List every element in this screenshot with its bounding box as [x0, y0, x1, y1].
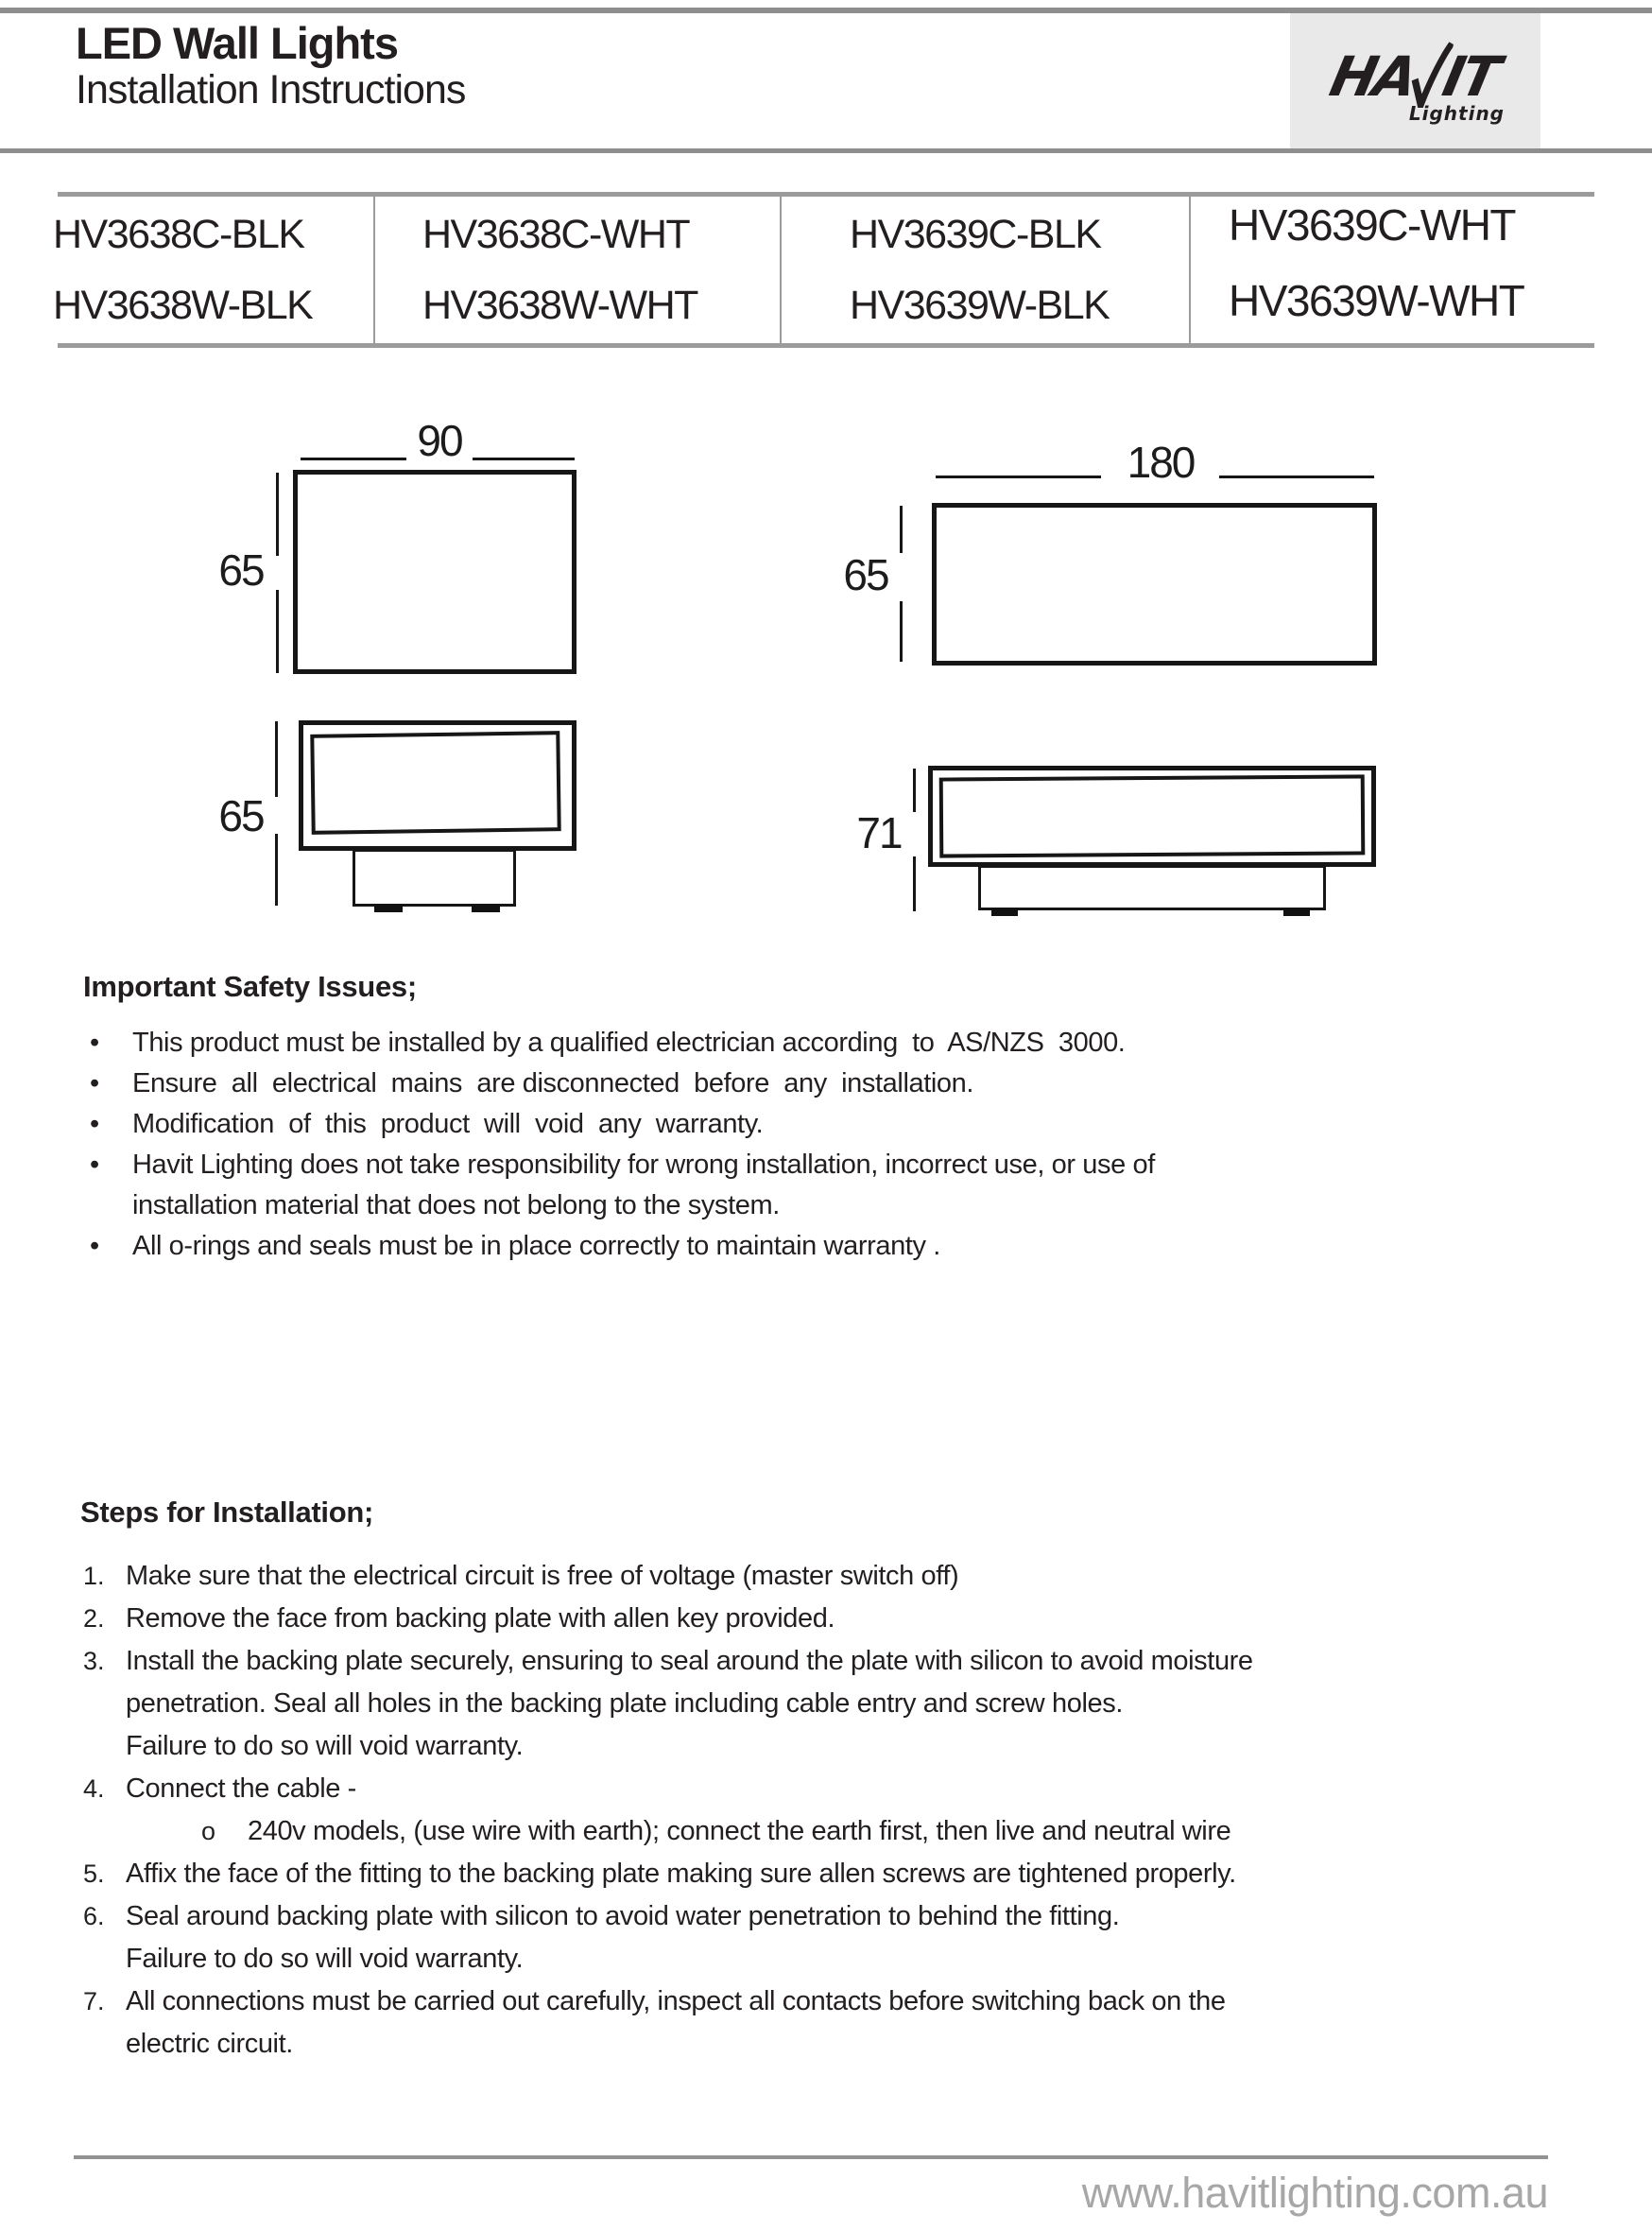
page-subtitle: Installation Instructions	[76, 67, 466, 112]
dim-line	[301, 458, 406, 460]
step-line: Make sure that the electrical circuit is free of voltage (master switch off)	[126, 1561, 959, 1591]
header-rule	[0, 148, 1652, 153]
model-cell	[375, 197, 782, 343]
fixture-outline	[293, 470, 576, 674]
bullet-text	[132, 1104, 1536, 1145]
dim-label-width: 90	[417, 416, 462, 465]
model-number: HV3638W-BLK	[53, 282, 313, 328]
step-number: 1.	[83, 1562, 105, 1590]
step-item	[83, 1853, 1576, 1895]
bullet-text	[132, 1064, 1536, 1104]
bullet-line: Ensure all electrical mains are disconnected before any installation.	[132, 1068, 974, 1098]
step-text	[126, 1555, 1576, 1598]
step-line: electric circuit.	[126, 2029, 293, 2059]
step-line: Seal around backing plate with silicon to avoid water penetration to behind the fitting.	[126, 1901, 1120, 1931]
sub-step-item	[201, 1810, 1576, 1853]
step-line: Failure to do so will void warranty.	[126, 1944, 524, 1974]
footer-rule	[74, 2155, 1548, 2159]
page-title: LED Wall Lights	[76, 18, 398, 68]
bullet-marker: •	[90, 1109, 100, 1139]
model-number: HV3638C-BLK	[53, 211, 304, 257]
dim-line	[276, 473, 279, 556]
bullet-line: This product must be installed by a qualified electrician according to AS/NZS 3000.	[132, 1028, 1126, 1058]
bullet-text	[132, 1226, 1536, 1267]
step-item	[83, 1598, 1576, 1640]
dim-label-height: 65	[218, 791, 264, 840]
dim-line	[900, 506, 903, 553]
step-line: Connect the cable -	[126, 1773, 356, 1804]
dim-line	[473, 458, 575, 460]
dim-line	[900, 601, 903, 662]
step-line: All connections must be carried out carefully, inspect all contacts before switching back on the	[126, 1986, 1226, 2016]
model-cell	[53, 197, 375, 343]
logo-tagline: Lighting	[1408, 101, 1505, 125]
step-text	[126, 1853, 1576, 1895]
dim-label-height: 65	[843, 550, 888, 599]
bullet-marker: •	[90, 1068, 100, 1098]
model-number: HV3638C-WHT	[422, 211, 690, 257]
model-number: HV3639C-WHT	[1229, 199, 1516, 250]
step-line: Remove the face from backing plate with allen key provided.	[126, 1603, 835, 1634]
mount-foot	[1283, 908, 1310, 916]
brand-text-left: HA	[1324, 43, 1421, 109]
model-cell	[782, 197, 1191, 343]
fixture-outline	[932, 503, 1377, 666]
mount-foot	[991, 908, 1018, 916]
bullet-item	[90, 1226, 1536, 1267]
installation-steps-list	[83, 1555, 1576, 2066]
model-table-bottom-rule	[58, 343, 1594, 348]
safety-heading: Important Safety Issues;	[83, 970, 417, 1003]
brand-text	[1324, 38, 1505, 109]
mount-foot	[472, 905, 500, 912]
bullet-item	[90, 1064, 1536, 1104]
step-item	[83, 1768, 1576, 1810]
mount-foot	[374, 905, 403, 912]
step-item	[83, 1895, 1576, 1980]
dim-label-height: 71	[856, 808, 902, 857]
bullet-item	[90, 1145, 1536, 1226]
safety-bullet-list	[90, 1023, 1536, 1267]
brand-text-right: IT	[1437, 43, 1504, 109]
website-url: www.havitlighting.com.au	[1081, 2169, 1548, 2217]
dim-line	[1219, 476, 1374, 478]
sub-step-marker: o	[201, 1817, 216, 1845]
bullet-marker: •	[90, 1150, 100, 1180]
bullet-line: Havit Lighting does not take responsibility for wrong installation, incorrect use, or use of	[132, 1150, 1155, 1180]
dim-line	[275, 834, 278, 906]
model-number: HV3638W-WHT	[422, 282, 697, 328]
bullet-item	[90, 1104, 1536, 1145]
fixture-face-inner	[939, 774, 1366, 857]
bullet-text	[132, 1145, 1536, 1226]
bullet-text	[132, 1023, 1536, 1064]
step-text	[126, 1640, 1576, 1768]
dim-label-height: 65	[218, 545, 264, 595]
model-table	[53, 197, 1594, 343]
header-titles	[76, 19, 465, 112]
step-text	[126, 1980, 1576, 2066]
bullet-line: All o-rings and seals must be in place correctly to maintain warranty .	[132, 1231, 940, 1261]
step-number: 5.	[83, 1859, 105, 1888]
step-text	[126, 1895, 1576, 1980]
model-number: HV3639W-BLK	[850, 282, 1110, 328]
dim-label-width: 180	[1127, 438, 1195, 487]
model-number: HV3639W-WHT	[1229, 275, 1524, 325]
bullet-item	[90, 1023, 1536, 1064]
step-text	[126, 1768, 1576, 1810]
step-number: 4.	[83, 1774, 105, 1803]
step-number: 7.	[83, 1987, 105, 2015]
havit-logo	[1290, 13, 1540, 148]
bullet-marker: •	[90, 1231, 100, 1261]
step-item	[83, 1555, 1576, 1598]
step-text	[126, 1598, 1576, 1640]
step-line: penetration. Seal all holes in the backing plate including cable entry and screw holes.	[126, 1688, 1123, 1719]
sub-step-text: 240v models, (use wire with earth); connect the earth first, then live and neutral wire	[248, 1816, 1231, 1846]
backing-plate	[353, 849, 516, 907]
dim-line	[275, 721, 278, 797]
step-item	[83, 1640, 1576, 1768]
step-line: Install the backing plate securely, ensuring to seal around the plate with silicon to avoid moisture	[126, 1646, 1253, 1676]
model-cell	[1191, 189, 1590, 336]
steps-heading: Steps for Installation;	[80, 1496, 374, 1529]
dim-line	[936, 476, 1101, 478]
step-number: 6.	[83, 1902, 105, 1930]
backing-plate	[978, 865, 1326, 910]
dim-line	[913, 769, 916, 812]
bullet-marker: •	[90, 1028, 100, 1058]
model-number: HV3639C-BLK	[850, 211, 1101, 257]
dim-line	[276, 590, 279, 673]
bullet-line: Modification of this product will void any warranty.	[132, 1109, 764, 1139]
step-line: Affix the face of the fitting to the backing plate making sure allen screws are tightened properly.	[126, 1859, 1236, 1889]
bullet-line: installation material that does not belong to the system.	[132, 1190, 780, 1220]
step-item	[83, 1980, 1576, 2066]
step-line: Failure to do so will void warranty.	[126, 1731, 524, 1761]
step-number: 3.	[83, 1647, 105, 1675]
step-number: 2.	[83, 1604, 105, 1633]
dim-line	[913, 856, 916, 911]
fixture-face-inner	[310, 731, 560, 835]
